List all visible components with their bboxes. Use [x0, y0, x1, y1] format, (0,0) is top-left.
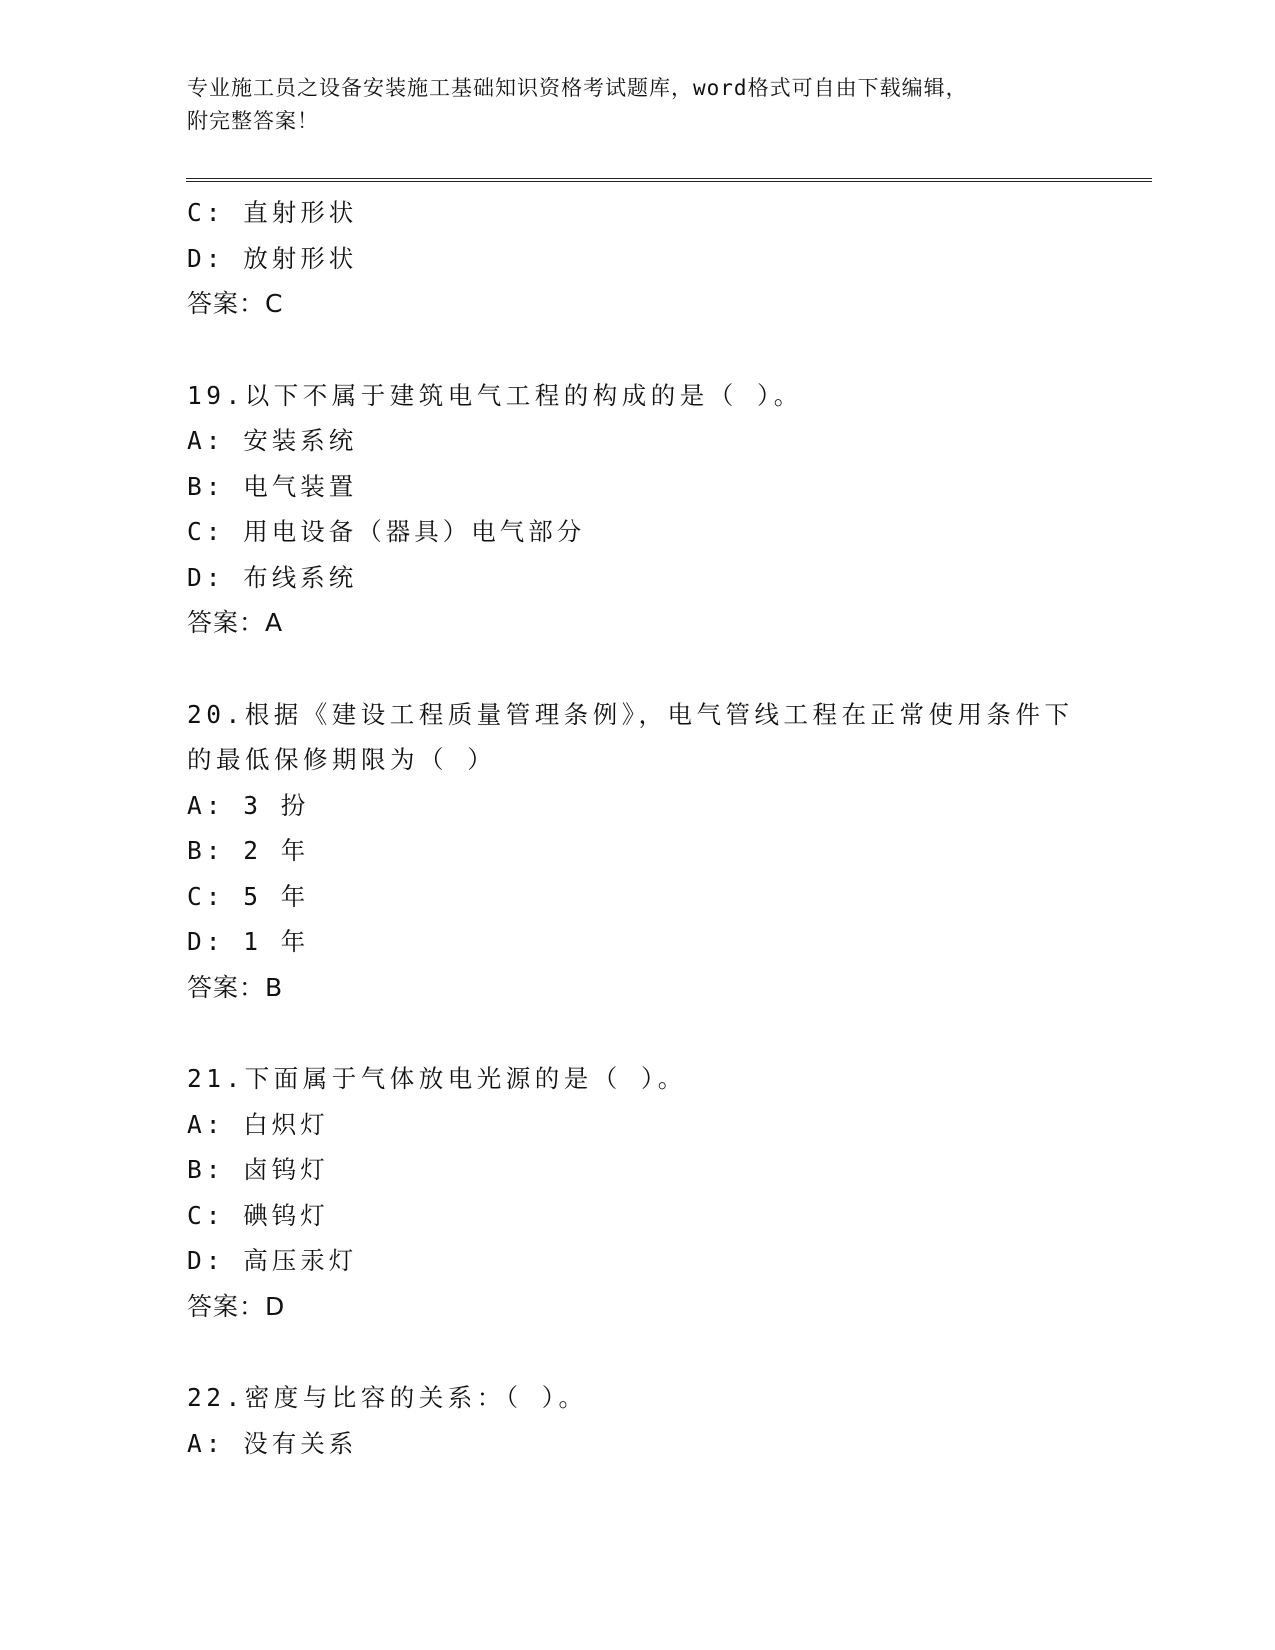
option-line: B: 卤钨灯 [187, 1155, 329, 1184]
option-line: B: 2 年 [187, 836, 310, 865]
spacer [187, 646, 1087, 692]
question-stem: 19.以下不属于建筑电气工程的构成的是（ ）。 [187, 380, 803, 410]
answer-line: 答案：D [187, 1291, 286, 1321]
question-22 [187, 1375, 1087, 1466]
option-line: C: 5 年 [187, 881, 310, 911]
header-divider [186, 178, 1152, 182]
option-line: C: 直射形状 [187, 198, 358, 227]
page-header [187, 72, 1067, 138]
question-19 [187, 373, 1087, 646]
question-continuation [187, 190, 1087, 327]
option-line: A: 白炽灯 [187, 1109, 329, 1139]
option-line: A: 3 扮 [187, 790, 310, 820]
option-line: A: 安装系统 [187, 426, 358, 455]
option-line: D: 高压汞灯 [187, 1246, 358, 1275]
question-stem: 22.密度与比容的关系：（ ）。 [187, 1383, 588, 1412]
spacer [187, 327, 1087, 373]
option-line: D: 布线系统 [187, 562, 358, 592]
spacer [187, 1329, 1087, 1375]
option-line: B: 电气装置 [187, 471, 358, 501]
answer-line: 答案：A [187, 608, 284, 637]
answer-line: 答案：C [187, 289, 284, 318]
option-line: A: 没有关系 [187, 1428, 358, 1458]
option-line: C: 碘钨灯 [187, 1200, 329, 1230]
question-21 [187, 1056, 1087, 1329]
answer-line: 答案：B [187, 972, 284, 1002]
question-stem-continued: 的最低保修期限为（ ） [187, 745, 497, 774]
option-line: C: 用电设备（器具）电气部分 [187, 517, 586, 546]
option-line: D: 1 年 [187, 927, 310, 956]
question-list [187, 190, 1087, 1466]
header-title-line-1: 专业施工员之设备安装施工基础知识资格考试题库，word格式可自由下载编辑， [187, 76, 968, 100]
option-line: D: 放射形状 [187, 243, 358, 273]
question-20 [187, 692, 1087, 1011]
header-title-line-2: 附完整答案！ [187, 109, 319, 133]
question-stem: 21.下面属于气体放电光源的是（ ）。 [187, 1064, 687, 1093]
question-stem: 20.根据《建设工程质量管理条例》，电气管线工程在正常使用条件下 [187, 699, 1074, 729]
spacer [187, 1010, 1087, 1056]
